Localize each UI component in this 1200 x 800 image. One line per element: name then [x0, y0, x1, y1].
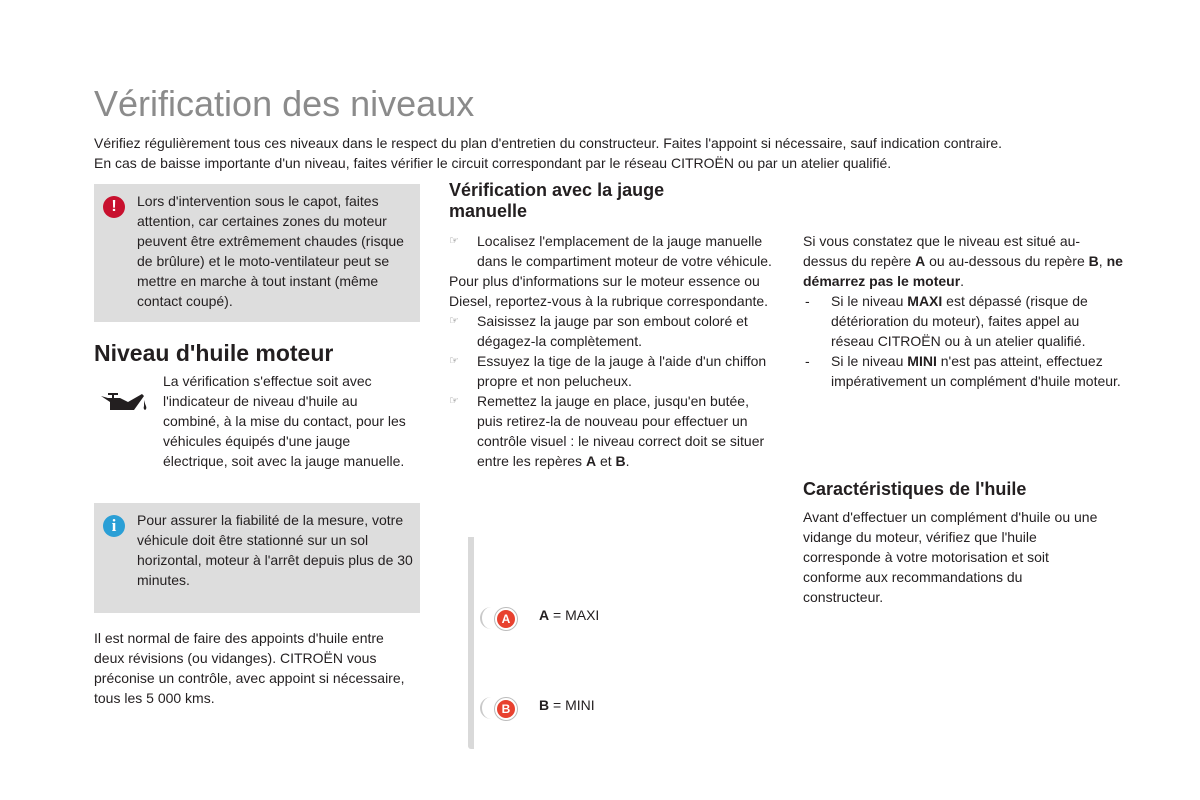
text-span: n'est pas atteint, effectuez impérativement un complément d'huile moteur.	[831, 353, 1121, 389]
intro	[94, 133, 1134, 173]
marker-ref: B	[615, 453, 626, 469]
list-item	[449, 311, 774, 351]
oil-top-up-text: Il est normal de faire des appoints d'huile entre deux révisions (ou vidanges). CITROËN vous préconise un contrôle, avec appoint si nécessaire, tous les 5 000 kms.	[94, 630, 405, 706]
list-item	[449, 231, 774, 271]
step-text: et	[596, 453, 616, 469]
legend-maxi	[539, 605, 599, 625]
text-span: Si le niveau	[831, 353, 908, 369]
warning-phrase: ne démarrez pas le moteur	[803, 253, 1123, 289]
hand-pointer-icon: ☞	[449, 315, 459, 327]
dash-bullet: -	[805, 353, 810, 369]
marker-ref: A	[915, 253, 926, 269]
intro-line-2: En cas de baisse importante d'un niveau, faites vérifier le circuit correspondant par le réseau CITROËN ou par un atelier qualifié.	[94, 155, 892, 171]
info-text: Pour assurer la fiabilité de la mesure, votre véhicule doit être stationné sur un sol horizontal, moteur à l'arrêt depuis plus de 30 minutes.	[137, 512, 413, 588]
info-box	[94, 503, 420, 613]
marker-ref: A	[585, 453, 597, 469]
step-text: Remettez la jauge en place, jusqu'en butée, puis retirez-la de nouveau pour effectuer un contrôle visuel : le niveau correct doit se situer entre les repères	[477, 393, 765, 469]
step-text: .	[625, 453, 630, 469]
dash-bullet: -	[805, 293, 810, 309]
warning-icon: !	[103, 196, 125, 218]
manual-gauge-heading: Vérification avec la jauge manuelle	[449, 180, 665, 221]
page-title: Vérification des niveaux	[94, 83, 475, 124]
list-item	[803, 351, 1123, 391]
list-item	[803, 291, 1123, 351]
text-span: Si vous constatez que le niveau est situé au-dessus du repère	[803, 233, 1081, 269]
level-check-intro	[803, 231, 1123, 291]
step-text: Essuyez la tige de la jauge à l'aide d'un chiffon propre et non pelucheux.	[477, 353, 767, 389]
manual-gauge-steps	[449, 231, 774, 471]
oil-level-heading: Niveau d'huile moteur	[94, 340, 334, 366]
text-span: .	[960, 273, 965, 289]
intro-line-1: Vérifiez régulièrement tous ces niveaux dans le respect du plan d'entretien du constructeur. Faites l'appoint si nécessaire, sauf indication contraire.	[94, 135, 1003, 151]
text-span: est dépassé (risque de détérioration du moteur), faites appel au réseau CITROËN ou à un atelier qualifié.	[831, 293, 1088, 349]
level-label: MINI	[907, 353, 937, 369]
hand-pointer-icon: ☞	[449, 355, 459, 367]
info-icon: i	[103, 515, 125, 537]
list-item	[449, 351, 774, 391]
step-text: Saisissez la jauge par son embout coloré et dégagez-la complètement.	[477, 313, 748, 349]
more-info-text: Pour plus d'informations sur le moteur essence ou Diesel, reportez-vous à la rubrique correspondante.	[449, 273, 769, 309]
list-item	[449, 391, 774, 471]
marker-ref: B	[1088, 253, 1099, 269]
text-span: ou au-dessous du repère	[925, 253, 1089, 269]
oil-can-icon	[98, 388, 150, 423]
warning-box	[94, 184, 420, 322]
hand-pointer-icon: ☞	[449, 235, 459, 247]
text-span: Si le niveau	[831, 293, 908, 309]
text-span: ,	[1098, 253, 1107, 269]
level-label: MAXI	[907, 293, 943, 309]
legend-value: = MAXI	[549, 607, 600, 623]
legend-value: = MINI	[549, 697, 595, 713]
warning-text: Lors d'intervention sous le capot, faites attention, car certaines zones du moteur peuvent être extrêmement chaudes (risque de brûlure) et le moto-ventilateur peut se mettre en marche à tout instant (même contact coupé).	[137, 193, 404, 309]
oil-characteristics-heading: Caractéristiques de l'huile	[803, 479, 1027, 499]
oil-characteristics-text: Avant d'effectuer un complément d'huile ou une vidange du moteur, vérifiez que l'huile corresponde à votre motorisation et soit conforme aux recommandations du constructeur.	[803, 509, 1098, 605]
level-check-section	[803, 231, 1123, 391]
legend-marker: B	[539, 697, 550, 713]
legend-mini	[539, 695, 595, 715]
hand-pointer-icon: ☞	[449, 395, 459, 407]
marker-a-badge: A	[495, 608, 517, 630]
marker-b-badge: B	[495, 698, 517, 720]
dipstick-illustration	[468, 537, 474, 749]
oil-level-text: La vérification s'effectue soit avec l'indicateur de niveau d'huile au combiné, à la mise du contact, pour les véhicules équipés d'une jauge électrique, soit avec la jauge manuelle.	[163, 373, 406, 469]
legend-marker: A	[539, 607, 550, 623]
step-text: Localisez l'emplacement de la jauge manuelle dans le compartiment moteur de votre véhicule.	[477, 233, 772, 269]
